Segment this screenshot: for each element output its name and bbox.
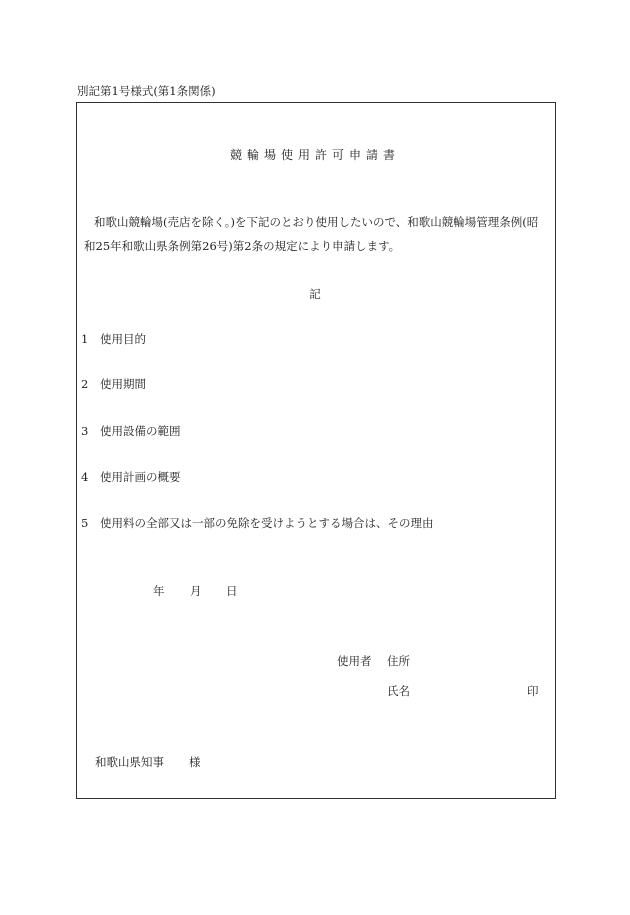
item-number: 3 [81, 424, 89, 438]
item-text: 使用期間 [100, 377, 146, 391]
item-text: 使用計画の概要 [100, 470, 181, 484]
item-facility-scope [81, 426, 181, 438]
date-day-label: 日 [226, 584, 238, 598]
ki-heading: 記 [309, 287, 321, 301]
item-text: 使用目的 [100, 332, 146, 346]
item-usage-purpose [81, 334, 146, 346]
applicant-label: 使用者 [337, 654, 372, 668]
date-year-label: 年 [153, 584, 165, 598]
addressee-governor: 和歌山県知事 [95, 755, 164, 769]
seal-label: 印 [527, 684, 539, 698]
form-border-box [76, 102, 556, 799]
item-number: 4 [81, 470, 89, 484]
item-usage-period [81, 379, 146, 391]
item-plan-outline [81, 472, 181, 484]
item-number: 2 [81, 377, 89, 391]
name-label: 氏名 [387, 684, 410, 698]
item-number: 5 [81, 516, 89, 530]
address-label: 住所 [387, 654, 410, 668]
request-paragraph-line-1: 和歌山競輪場(売店を除く。)を下記のとおり使用したいので、和歌山競輪場管理条例(昭 [94, 215, 539, 229]
addressee-honorific: 様 [189, 755, 201, 769]
item-fee-exemption-reason [81, 518, 434, 530]
date-month-label: 月 [190, 584, 202, 598]
form-title: 競輪場使用許可申請書 [229, 148, 400, 162]
item-text: 使用料の全部又は一部の免除を受けようとする場合は、その理由 [100, 516, 434, 530]
item-text: 使用設備の範囲 [100, 424, 181, 438]
item-number: 1 [81, 332, 89, 346]
request-paragraph-line-2: 和25年和歌山県条例第26号)第2条の規定により申請します。 [84, 239, 401, 253]
form-number-label: 別記第1号様式(第1条関係) [77, 84, 216, 98]
